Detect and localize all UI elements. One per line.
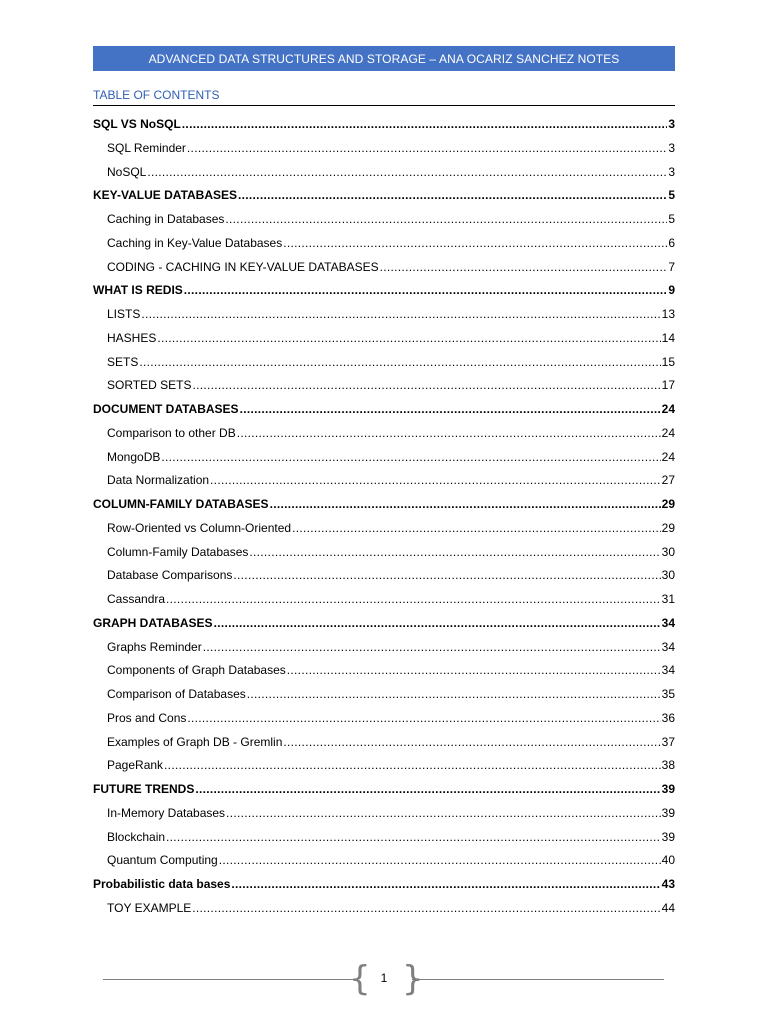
toc-entry-subsection[interactable] xyxy=(93,659,675,683)
toc-entry-page[interactable]: 34 xyxy=(661,663,675,678)
toc-entry-subsection[interactable] xyxy=(93,351,675,375)
footer-close-brace-icon: } xyxy=(402,959,424,999)
toc-entry-subsection[interactable] xyxy=(93,232,675,256)
toc-entry-title[interactable]: LISTS xyxy=(107,307,141,321)
toc-entry-title[interactable]: GRAPH DATABASES xyxy=(93,615,213,630)
toc-entry-title[interactable]: HASHES xyxy=(107,330,157,345)
toc-entry-subsection[interactable] xyxy=(93,707,675,731)
toc-entry-subsection[interactable] xyxy=(93,731,675,755)
toc-entry-title[interactable]: Column-Family Databases xyxy=(107,544,249,559)
toc-entry-title[interactable]: In-Memory Databases xyxy=(107,805,226,820)
toc-entry-page[interactable]: 13 xyxy=(661,307,675,321)
toc-entry-section[interactable] xyxy=(93,612,675,636)
toc-dot-leader xyxy=(139,351,660,375)
toc-entry-section[interactable] xyxy=(93,184,675,208)
toc-entry-title[interactable]: Quantum Computing xyxy=(107,853,218,868)
toc-entry-subsection[interactable] xyxy=(93,137,675,161)
toc-entry-section[interactable] xyxy=(93,873,675,897)
toc-dot-leader xyxy=(192,897,660,921)
table-of-contents xyxy=(93,113,675,921)
toc-entry-page[interactable]: 36 xyxy=(661,710,675,725)
toc-entry-page[interactable]: 7 xyxy=(668,259,675,274)
toc-entry-title[interactable]: FUTURE TRENDS xyxy=(93,782,195,796)
toc-entry-page[interactable]: 17 xyxy=(661,378,675,393)
toc-entry-page[interactable]: 30 xyxy=(661,544,675,559)
toc-entry-title[interactable]: Pros and Cons xyxy=(107,710,187,725)
toc-entry-section[interactable] xyxy=(93,113,675,137)
toc-heading: TABLE OF CONTENTS xyxy=(93,88,675,106)
toc-dot-leader xyxy=(226,802,661,826)
toc-entry-page[interactable]: 5 xyxy=(668,188,675,203)
toc-dot-leader xyxy=(287,659,661,683)
toc-dot-leader xyxy=(283,731,660,755)
toc-entry-page[interactable]: 39 xyxy=(661,782,675,796)
toc-entry-page[interactable]: 35 xyxy=(661,687,675,701)
toc-entry-page[interactable]: 3 xyxy=(668,117,675,131)
toc-entry-page[interactable]: 15 xyxy=(661,354,675,369)
toc-entry-title[interactable]: COLUMN-FAMILY DATABASES xyxy=(93,497,269,511)
toc-entry-title[interactable]: CODING - CACHING IN KEY-VALUE DATABASES xyxy=(107,259,379,274)
toc-entry-page[interactable]: 31 xyxy=(661,592,675,606)
toc-dot-leader xyxy=(237,422,661,446)
toc-entry-subsection[interactable] xyxy=(93,683,675,707)
toc-entry-subsection[interactable] xyxy=(93,327,675,351)
toc-entry-subsection[interactable] xyxy=(93,517,675,541)
toc-entry-section[interactable] xyxy=(93,493,675,517)
toc-dot-leader xyxy=(203,636,661,660)
toc-entry-subsection[interactable] xyxy=(93,826,675,850)
toc-entry-title[interactable]: WHAT IS REDIS xyxy=(93,283,183,298)
toc-dot-leader xyxy=(210,469,661,493)
toc-dot-leader xyxy=(283,232,667,256)
toc-entry-subsection[interactable] xyxy=(93,161,675,185)
toc-entry-title[interactable]: Data Normalization xyxy=(107,473,210,488)
toc-entry-subsection[interactable] xyxy=(93,802,675,826)
toc-dot-leader xyxy=(141,303,660,327)
toc-entry-section[interactable] xyxy=(93,279,675,303)
toc-entry-subsection[interactable] xyxy=(93,541,675,565)
toc-entry-title[interactable]: SQL VS NoSQL xyxy=(93,117,181,131)
toc-entry-page[interactable]: 38 xyxy=(661,758,675,773)
toc-entry-title[interactable]: Cassandra xyxy=(107,592,166,606)
toc-dot-leader xyxy=(219,849,661,873)
toc-entry-subsection[interactable] xyxy=(93,422,675,446)
toc-dot-leader xyxy=(225,208,667,232)
toc-entry-subsection[interactable] xyxy=(93,469,675,493)
toc-dot-leader xyxy=(238,184,667,208)
toc-dot-leader xyxy=(166,588,661,612)
toc-dot-leader xyxy=(164,754,661,778)
toc-entry-section[interactable] xyxy=(93,398,675,422)
toc-entry-page[interactable]: 24 xyxy=(661,402,675,416)
toc-entry-title[interactable]: PageRank xyxy=(107,758,164,773)
toc-entry-title[interactable]: Caching in Key-Value Databases xyxy=(107,235,283,250)
toc-dot-leader xyxy=(240,398,661,422)
toc-entry-title[interactable]: Blockchain xyxy=(107,829,166,844)
toc-entry-title[interactable]: Comparison of Databases xyxy=(107,687,246,701)
toc-entry-subsection[interactable] xyxy=(93,446,675,470)
toc-entry-page[interactable]: 6 xyxy=(668,235,675,250)
document-header xyxy=(93,46,675,71)
toc-entry-section[interactable] xyxy=(93,778,675,802)
toc-dot-leader xyxy=(233,564,660,588)
toc-entry-page[interactable]: 5 xyxy=(668,212,675,226)
toc-dot-leader xyxy=(195,778,660,802)
toc-entry-title[interactable]: SORTED SETS xyxy=(107,378,192,393)
toc-dot-leader xyxy=(292,517,661,541)
document-title: ADVANCED DATA STRUCTURES AND STORAGE – ANA OCARIZ SANCHEZ NOTES xyxy=(148,51,620,66)
toc-entry-page[interactable]: 9 xyxy=(668,283,675,298)
toc-dot-leader xyxy=(157,327,660,351)
toc-entry-page[interactable]: 3 xyxy=(668,140,675,155)
toc-dot-leader xyxy=(182,113,668,137)
toc-entry-subsection[interactable] xyxy=(93,303,675,327)
footer-open-brace-icon: { xyxy=(349,959,371,999)
toc-entry-subsection[interactable] xyxy=(93,897,675,921)
toc-dot-leader xyxy=(231,873,660,897)
toc-entry-title[interactable]: MongoDB xyxy=(107,449,161,464)
toc-entry-title[interactable]: Probabilistic data bases xyxy=(93,877,231,891)
toc-entry-page[interactable]: 27 xyxy=(661,473,675,488)
toc-dot-leader xyxy=(166,826,661,850)
toc-entry-subsection[interactable] xyxy=(93,754,675,778)
page-number: 1 xyxy=(380,971,388,985)
toc-dot-leader xyxy=(270,493,661,517)
toc-entry-title[interactable]: Examples of Graph DB - Gremlin xyxy=(107,734,283,749)
toc-entry-subsection[interactable] xyxy=(93,849,675,873)
toc-entry-page[interactable]: 40 xyxy=(661,853,675,868)
toc-entry-page[interactable]: 44 xyxy=(661,900,675,915)
toc-entry-page[interactable]: 30 xyxy=(661,568,675,583)
toc-entry-subsection[interactable] xyxy=(93,564,675,588)
toc-entry-page[interactable]: 39 xyxy=(661,829,675,844)
toc-entry-title[interactable]: Database Comparisons xyxy=(107,568,233,583)
footer-rule-right xyxy=(412,979,664,980)
toc-dot-leader xyxy=(187,707,660,731)
toc-entry-subsection[interactable] xyxy=(93,256,675,280)
toc-dot-leader xyxy=(249,541,660,565)
toc-dot-leader xyxy=(187,137,667,161)
toc-entry-page[interactable]: 34 xyxy=(661,639,675,654)
toc-entry-title[interactable]: Comparison to other DB xyxy=(107,425,236,440)
toc-dot-leader xyxy=(184,279,668,303)
toc-entry-title[interactable]: Graphs Reminder xyxy=(107,639,202,654)
toc-entry-page[interactable]: 37 xyxy=(661,734,675,749)
toc-entry-page[interactable]: 14 xyxy=(661,330,675,345)
toc-entry-title[interactable]: Row-Oriented vs Column-Oriented xyxy=(107,520,292,535)
toc-entry-title[interactable]: DOCUMENT DATABASES xyxy=(93,402,239,416)
toc-entry-subsection[interactable] xyxy=(93,636,675,660)
toc-entry-subsection[interactable] xyxy=(93,208,675,232)
toc-entry-title[interactable]: KEY-VALUE DATABASES xyxy=(93,188,238,203)
toc-entry-page[interactable]: 29 xyxy=(661,497,675,511)
toc-dot-leader xyxy=(192,374,660,398)
toc-entry-subsection[interactable] xyxy=(93,588,675,612)
toc-dot-leader xyxy=(247,683,661,707)
toc-entry-page[interactable]: 24 xyxy=(661,425,675,440)
toc-entry-title[interactable]: Caching in Databases xyxy=(107,212,225,226)
toc-entry-title[interactable]: SETS xyxy=(107,354,139,369)
toc-entry-title[interactable]: TOY EXAMPLE xyxy=(107,900,192,915)
footer-rule-left xyxy=(103,979,355,980)
toc-dot-leader xyxy=(161,446,660,470)
toc-entry-title[interactable]: NoSQL xyxy=(107,164,147,179)
toc-entry-page[interactable]: 34 xyxy=(661,615,675,630)
toc-dot-leader xyxy=(147,161,667,185)
toc-dot-leader xyxy=(214,612,661,636)
toc-entry-page[interactable]: 43 xyxy=(661,877,675,891)
toc-entry-subsection[interactable] xyxy=(93,374,675,398)
toc-entry-page[interactable]: 39 xyxy=(661,805,675,820)
toc-entry-title[interactable]: SQL Reminder xyxy=(107,140,186,155)
toc-dot-leader xyxy=(380,256,668,280)
toc-entry-page[interactable]: 3 xyxy=(668,164,675,179)
toc-entry-title[interactable]: Components of Graph Databases xyxy=(107,663,286,678)
toc-entry-page[interactable]: 24 xyxy=(661,449,675,464)
toc-entry-page[interactable]: 29 xyxy=(661,520,675,535)
